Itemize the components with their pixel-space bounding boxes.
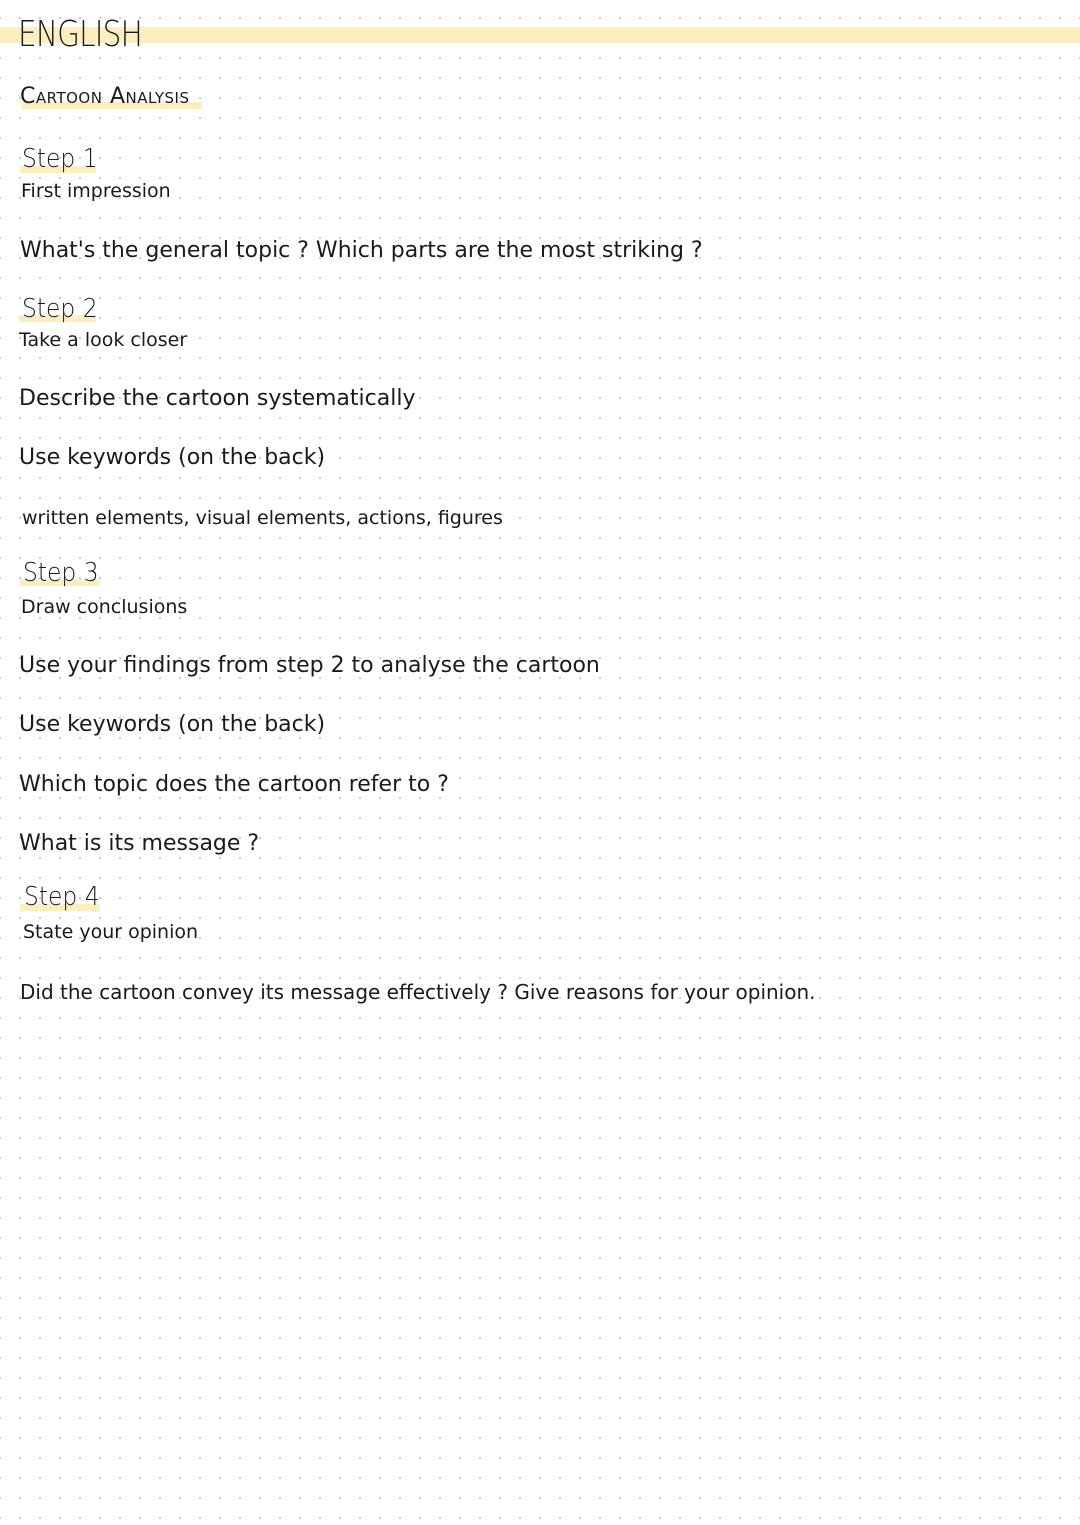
step-4-line-1: Did the cartoon convey its message effectively ? Give reasons for your opinion. [20, 980, 816, 1004]
step-3-line-3: Which topic does the cartoon refer to ? [19, 772, 449, 797]
step-2-line-1: Describe the cartoon systematically [19, 386, 416, 411]
step-3-line-2: Use keywords (on the back) [19, 712, 326, 737]
step-4-subheading: State your opinion [23, 921, 199, 943]
page-title: ENGLISH [18, 14, 142, 55]
step-4-heading: Step 4 [24, 882, 100, 912]
step-3-line-1: Use your findings from step 2 to analyse the cartoon [19, 653, 600, 678]
step-2-subheading: Take a look closer [19, 329, 188, 351]
step-2-line-2: Use keywords (on the back) [19, 445, 326, 470]
page-subtitle: Cartoon Analysis [20, 84, 190, 109]
title-highlight [0, 27, 1080, 43]
step-3-line-4: What is its message ? [19, 831, 260, 856]
step-1-line-1: What's the general topic ? Which parts are the most striking ? [20, 238, 703, 263]
step-1-heading: Step 1 [22, 144, 98, 174]
step-2-heading: Step 2 [22, 294, 98, 324]
step-2-line-3: written elements, visual elements, actions, figures [22, 507, 503, 529]
step-3-subheading: Draw conclusions [21, 596, 188, 618]
step-1-subheading: First impression [21, 180, 171, 202]
step-3-heading: Step 3 [23, 558, 99, 588]
